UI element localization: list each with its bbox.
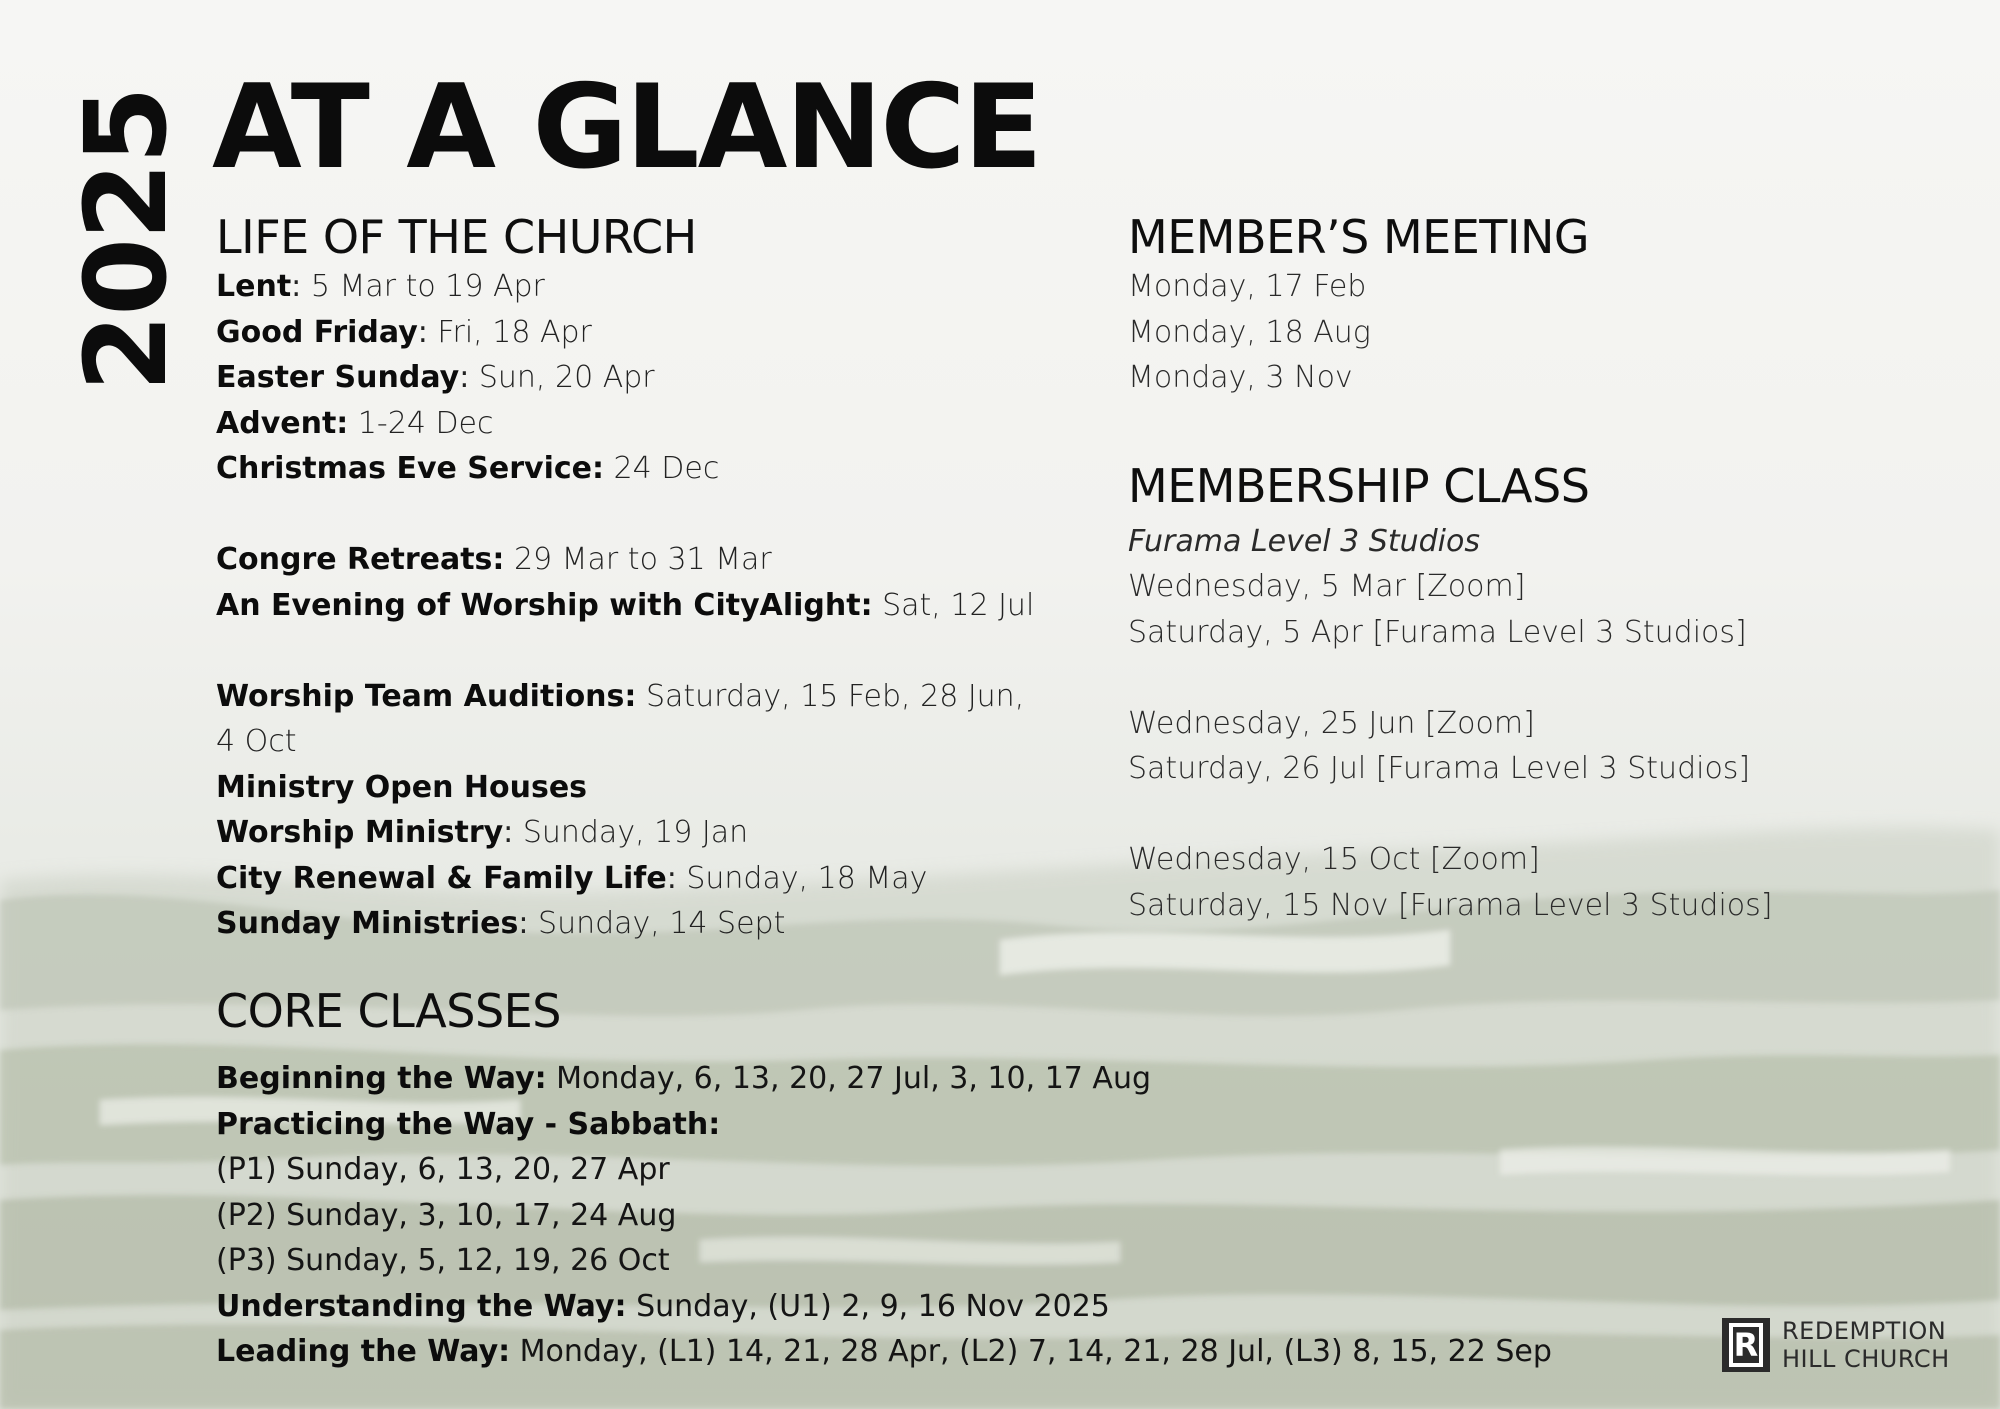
logo-mark-icon — [1722, 1318, 1770, 1372]
year-vertical — [62, 84, 192, 396]
year-label: 2025 — [62, 88, 192, 392]
event-line-worship-auditions-cont: 4 Oct — [216, 724, 297, 759]
membership-class-date: Wednesday, 15 Oct [Zoom] — [1128, 842, 1540, 877]
membership-class-date: Wednesday, 5 Mar [Zoom] — [1128, 569, 1526, 604]
event-line-good-friday: Good Friday: Fri, 18 Apr — [216, 314, 592, 350]
page-title: AT A GLANCE — [212, 60, 1041, 195]
event-line-easter-sunday: Easter Sunday: Sun, 20 Apr — [216, 360, 655, 395]
class-line-leading: Leading the Way: Monday, (L1) 14, 21, 28 Apr, (L2) 7, 14, 21, 28 Jul, (L3) 8, 15, 22 Sep — [216, 1334, 1552, 1369]
event-line-city-renewal: City Renewal & Family Life: Sunday, 18 May — [216, 860, 928, 896]
meeting-date: Monday, 3 Nov — [1128, 360, 1353, 395]
membership-class-date: Saturday, 26 Jul [Furama Level 3 Studios] — [1128, 751, 1751, 786]
life-of-church-heading: LIFE OF THE CHURCH — [216, 210, 697, 264]
membership-class-date: Saturday, 15 Nov [Furama Level 3 Studios] — [1128, 887, 1773, 923]
event-line-worship-ministry: Worship Ministry: Sunday, 19 Jan — [216, 815, 749, 850]
logo-line-2: HILL CHURCH — [1782, 1345, 1950, 1373]
members-meeting-heading: MEMBER’S MEETING — [1128, 210, 1590, 264]
core-classes-heading: CORE CLASSES — [216, 984, 561, 1038]
event-line-advent: Advent: 1-24 Dec — [216, 405, 494, 441]
class-line-p1: (P1) Sunday, 6, 13, 20, 27 Apr — [216, 1152, 670, 1187]
membership-class-heading: MEMBERSHIP CLASS — [1128, 458, 1590, 513]
spacer — [216, 628, 1096, 674]
logo-line-1: REDEMPTION — [1782, 1317, 1947, 1345]
class-line-practicing: Practicing the Way - Sabbath: — [216, 1106, 721, 1142]
event-line-congre-retreats: Congre Retreats: 29 Mar to 31 Mar — [216, 542, 772, 577]
event-line-sunday-ministries: Sunday Ministries: Sunday, 14 Sept — [216, 906, 786, 941]
class-line-p3: (P3) Sunday, 5, 12, 19, 26 Oct — [216, 1243, 670, 1278]
meeting-date: Monday, 18 Aug — [1128, 314, 1371, 350]
spacer — [216, 492, 1096, 538]
spacer — [1128, 401, 1948, 459]
class-line-p2: (P2) Sunday, 3, 10, 17, 24 Aug — [216, 1197, 677, 1233]
membership-class-date: Wednesday, 25 Jun [Zoom] — [1128, 705, 1535, 741]
church-logo — [1722, 1318, 1950, 1372]
spacer — [1128, 655, 1948, 701]
event-line-lent: Lent: 5 Mar to 19 Apr — [216, 269, 545, 304]
event-line-worship-auditions: Worship Team Auditions: Saturday, 15 Feb, 28 Jun, — [216, 678, 1025, 714]
class-line-beginning: Beginning the Way: Monday, 6, 13, 20, 27 Jul, 3, 10, 17 Aug — [216, 1061, 1152, 1096]
life-of-church-section — [216, 210, 1096, 947]
class-line-understanding: Understanding the Way: Sunday, (U1) 2, 9, 16 Nov 2025 — [216, 1288, 1110, 1324]
spacer — [1128, 792, 1948, 838]
logo-mark-letter: R — [1729, 1323, 1763, 1367]
event-line-ministry-open-houses: Ministry Open Houses — [216, 769, 588, 805]
core-classes-section — [216, 984, 1716, 1375]
logo-wordmark — [1782, 1317, 1950, 1373]
event-line-evening-of-worship: An Evening of Worship with CityAlight: Sat, 12 Jul — [216, 587, 1035, 623]
membership-class-location: Furama Level 3 Studios — [1128, 523, 1480, 559]
meeting-date: Monday, 17 Feb — [1128, 269, 1367, 304]
right-column — [1128, 210, 1948, 928]
membership-class-date: Saturday, 5 Apr [Furama Level 3 Studios] — [1128, 614, 1747, 650]
event-line-christmas-eve: Christmas Eve Service: 24 Dec — [216, 451, 720, 486]
